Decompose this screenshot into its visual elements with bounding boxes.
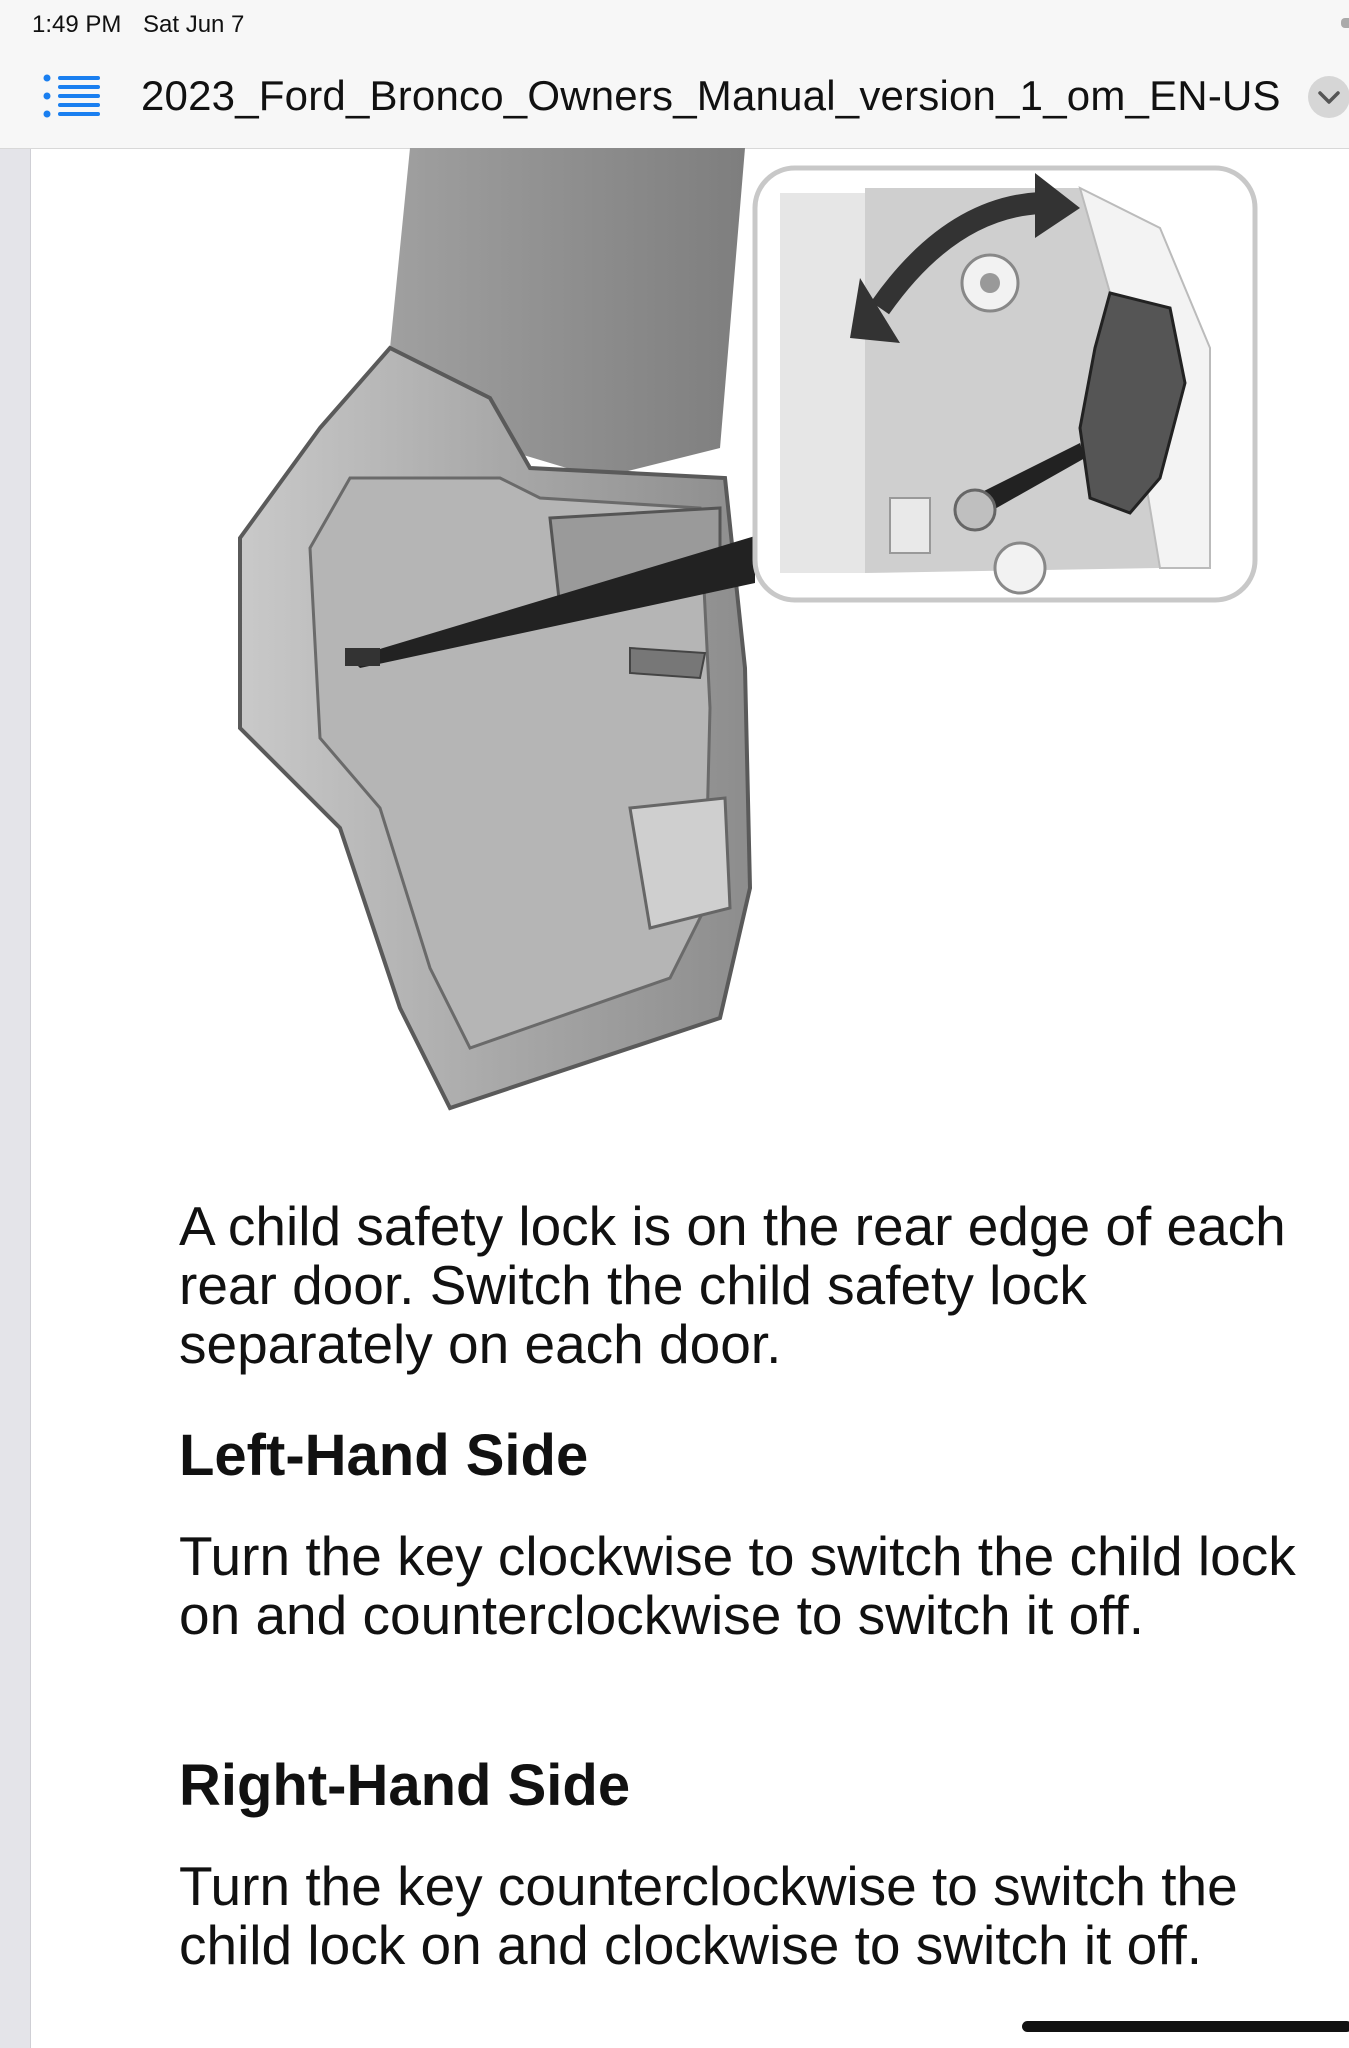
status-bar xyxy=(0,0,1349,48)
door-illustration xyxy=(200,148,1260,1128)
left-hand-side-paragraph: Turn the key clockwise to switch the child lock on and counterclockwise to switch it off. xyxy=(179,1525,1296,1646)
right-hand-side-heading: Right-Hand Side xyxy=(179,1753,631,1818)
home-indicator[interactable] xyxy=(1022,2021,1349,2032)
list-icon xyxy=(42,70,102,122)
document-title[interactable]: 2023_Ford_Bronco_Owners_Manual_version_1_om_EN-US xyxy=(141,72,1281,119)
status-date: Sat Jun 7 xyxy=(143,11,245,38)
intro-paragraph: A child safety lock is on the rear edge of each rear door. Switch the child safety lock separately on each door. xyxy=(179,1195,1286,1375)
right-hand-side-paragraph: Turn the key counterclockwise to switch the child lock on and clockwise to switch it off. xyxy=(179,1855,1238,1976)
status-edge-indicator xyxy=(1341,18,1349,28)
table-of-contents-button[interactable] xyxy=(42,70,102,122)
status-time: 1:49 PM xyxy=(32,11,122,38)
left-hand-side-heading: Left-Hand Side xyxy=(179,1423,589,1488)
title-menu-button[interactable] xyxy=(1308,76,1349,118)
chevron-down-icon xyxy=(1308,76,1349,118)
navigation-bar xyxy=(0,48,1349,149)
page-margin xyxy=(0,149,31,2048)
